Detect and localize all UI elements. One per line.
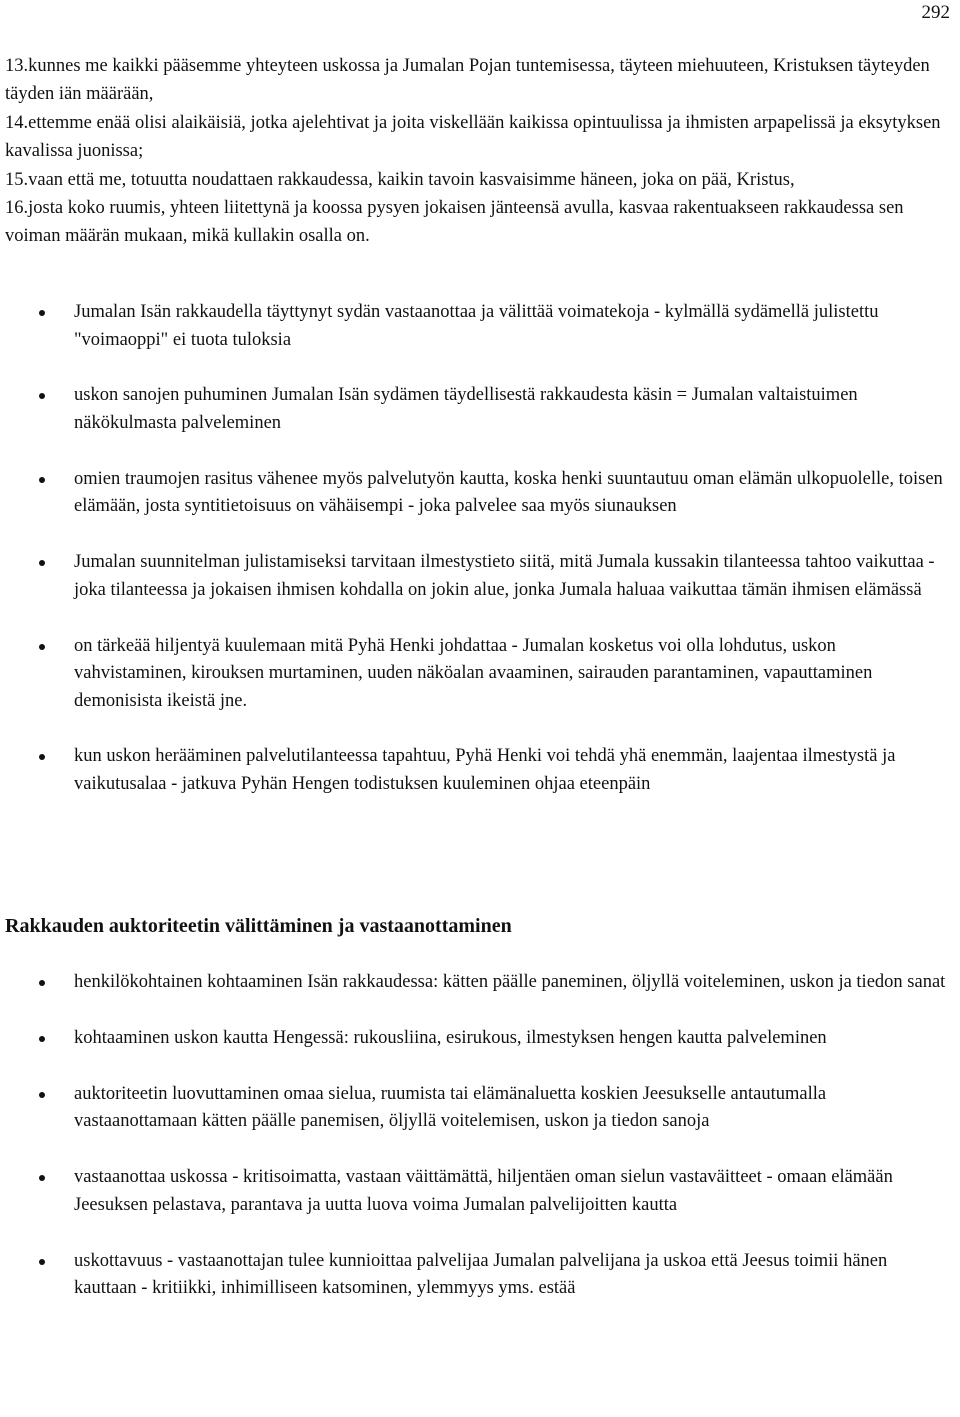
bullet-list-1 <box>0 299 960 827</box>
bullet-icon <box>39 980 45 986</box>
bullet-icon <box>39 1259 45 1265</box>
page-number: 292 <box>921 2 950 23</box>
list-item <box>0 969 960 997</box>
section-heading: Rakkauden auktoriteetin välittäminen ja vastaanottaminen <box>5 915 512 937</box>
verse-13: 13.kunnes me kaikki pääsemme yhteyteen uskossa ja Jumalan Pojan tuntemisessa, täyteen miehuuteen, Kristuksen täyteyden täyden iän määrään, <box>5 56 930 105</box>
bullet-icon <box>39 477 45 483</box>
list-item <box>0 549 960 604</box>
list-item-text: uskon sanojen puhuminen Jumalan Isän sydämen täydellisestä rakkaudesta käsin = Jumalan valtaistuimen näkökulmasta palveleminen <box>74 385 858 433</box>
list-item <box>0 299 960 354</box>
list-item-text: auktoriteetin luovuttaminen omaa sielua, ruumista tai elämänaluetta koskien Jeesukselle antautumalla vastaanottamaan kätten päälle panemisen, öljyllä voitelemisen, uskon ja tiedon sanoja <box>74 1083 827 1132</box>
bullet-icon <box>39 754 45 760</box>
verse-15: 15.vaan että me, totuutta noudattaen rakkaudessa, kaikin tavoin kasvaisimme häneen, joka on pää, Kristus, <box>5 169 795 190</box>
bullet-icon <box>39 393 45 399</box>
list-item <box>0 1025 960 1053</box>
bullet-icon <box>39 560 45 566</box>
list-item-text: omien traumojen rasitus vähenee myös palvelutyön kautta, koska henki suuntautuu oman elämän ulkopuolelle, toisen elämään, josta syntitietoisuus on vähäisempi - joka palvelee saa myös siunauksen <box>74 468 943 517</box>
list-item-text: Jumalan suunnitelman julistamiseksi tarvitaan ilmestystieto siitä, mitä Jumala kussakin tilanteessa tahtoo vaikuttaa - joka tilanteessa ja jokaisen ihmisen kohdalla on jokin alue, jonka Jumala haluaa vaikuttaa tämän ihmisen elämässä <box>74 552 935 600</box>
list-item-text: vastaanottaa uskossa - kritisoimatta, vastaan väittämättä, hiljentäen oman sielun vastaväitteet - omaan elämään Jeesuksen pelastava, parantava ja uutta luova voima Jumalan palvelijoitten kautta <box>74 1167 893 1215</box>
bullet-icon <box>39 1092 45 1098</box>
list-item <box>0 1248 960 1303</box>
list-item-text: kun uskon herääminen palvelutilanteessa tapahtuu, Pyhä Henki voi tehdä yhä enemmän, laajentaa ilmestystä ja vaikutusalaa - jatkuva Pyhän Hengen todistuksen kuuleminen ohjaa eteenpäin <box>74 746 896 794</box>
bullet-icon <box>39 1175 45 1181</box>
bullet-list-2 <box>0 969 960 1331</box>
list-item-text: on tärkeää hiljentyä kuulemaan mitä Pyhä Henki johdattaa - Jumalan kosketus voi olla lohdutus, uskon vahvistaminen, kirouksen murtaminen, uuden näköalan avaaminen, sairauden parantaminen, vapauttaminen demonisista ikeistä jne. <box>74 635 873 711</box>
list-item-text: henkilökohtainen kohtaaminen Isän rakkaudessa: kätten päälle paneminen, öljyllä voiteleminen, uskon ja tiedon sanat <box>74 972 946 992</box>
list-item <box>0 382 960 437</box>
bullet-icon <box>39 310 45 316</box>
list-item-text: Jumalan Isän rakkaudella täyttynyt sydän vastaanottaa ja välittää voimatekoja - kylmällä sydämellä julistettu "voimaoppi" ei tuota tuloksia <box>74 302 879 350</box>
bullet-icon <box>39 1036 45 1042</box>
list-item <box>0 743 960 798</box>
list-item <box>0 1081 960 1136</box>
bullet-icon <box>39 644 45 650</box>
list-item <box>0 633 960 716</box>
scripture-verses <box>5 52 955 251</box>
list-item <box>0 1164 960 1219</box>
list-item <box>0 466 960 521</box>
verse-16: 16.josta koko ruumis, yhteen liitettynä ja koossa pysyen jokaisen jänteensä avulla, kasvaa rakentuakseen rakkaudessa sen voiman määrän mukaan, mikä kullakin osalla on. <box>5 198 904 247</box>
list-item-text: uskottavuus - vastaanottajan tulee kunnioittaa palvelijaa Jumalan palvelijana ja uskoa että Jeesus toimii hänen kauttaan - kritiikki, inhimilliseen katsominen, ylemmyys yms. estää <box>74 1250 888 1299</box>
list-item-text: kohtaaminen uskon kautta Hengessä: rukousliina, esirukous, ilmestyksen hengen kautta palveleminen <box>74 1027 827 1048</box>
verse-14: 14.ettemme enää olisi alaikäisiä, jotka ajelehtivat ja joita viskellään kaikissa opintuulissa ja ihmisten arpapelissä ja eksytyksen kavalissa juonissa; <box>5 112 941 162</box>
